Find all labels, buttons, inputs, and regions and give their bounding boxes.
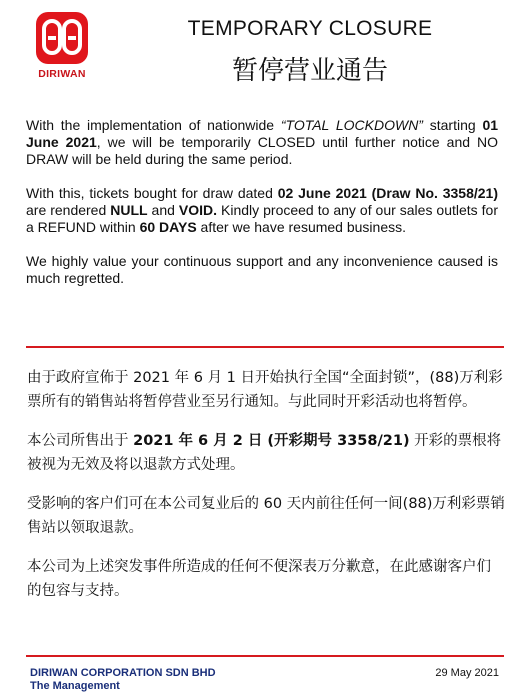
en-p2-days: 60 DAYS: [139, 219, 197, 235]
diriwan-logo: [33, 12, 91, 80]
footer-management: The Management: [30, 680, 120, 692]
footer-company: DIRIWAN CORPORATION SDN BHD: [30, 667, 216, 679]
footer-signature: [30, 667, 216, 693]
english-notice: [26, 117, 498, 304]
zh-paragraph-3: 受影响的客户们可在本公司复业后的 60 天内前往任何一间(88)万利彩票销售站以领取退款。: [27, 496, 505, 536]
en-p2-text: after we have resumed business.: [196, 219, 407, 235]
chinese-notice: [27, 366, 505, 618]
zh-p2-text: 本公司所售出于: [27, 433, 134, 449]
logo-ring-right: [62, 19, 82, 55]
zh-paragraph-2: [27, 429, 505, 477]
en-p1-lockdown: “TOTAL LOCKDOWN”: [280, 117, 423, 133]
en-p1-text: With the implementation of nationwide: [26, 117, 281, 133]
logo-wordmark: DIRIWAN: [38, 68, 86, 80]
footer-date: 29 May 2021: [435, 667, 499, 679]
en-p2-draw: 02 June 2021 (Draw No. 3358/21): [277, 185, 498, 201]
zh-paragraph-4: 本公司为上述突发事件所造成的任何不便深表万分歉意，在此感谢客户们的包容与支持。: [27, 559, 491, 599]
zh-p2-text: 开彩的票根将被视为无效及将以退款方式处理。: [27, 433, 502, 473]
zh-p2-draw: 2021 年 6 月 2 日 (开彩期号 3358/21): [133, 433, 410, 449]
en-p2-text: Kindly proceed to any of our sales outlets for a REFUND within: [26, 202, 498, 235]
en-p2-text: With this, tickets bought for draw dated: [26, 185, 278, 201]
en-paragraph-1: [26, 117, 498, 168]
en-p2-text: and: [147, 202, 179, 218]
en-paragraph-2: [26, 185, 498, 236]
en-p2-void: VOID.: [178, 202, 218, 218]
en-p1-date: 01 June 2021: [26, 117, 499, 150]
logo-ring-left: [42, 19, 62, 55]
en-p1-text: starting: [422, 117, 483, 133]
logo-88-badge: [36, 12, 88, 64]
en-p2-text: are rendered: [26, 202, 111, 218]
page-title-en: TEMPORARY CLOSURE: [187, 17, 433, 40]
zh-paragraph-1: 由于政府宣佈于 2021 年 6 月 1 日开始执行全国“全面封锁”，(88)万利彩票所有的销售站将暂停营业至另行通知。与此同时开彩活动也将暂停。: [27, 370, 503, 410]
divider-bottom: [26, 655, 504, 657]
en-p1-text: , we will be temporarily CLOSED until further notice and NO DRAW will be held during the same period.: [26, 134, 498, 167]
en-paragraph-3: We highly value your continuous support and any inconvenience caused is much regretted.: [26, 253, 498, 286]
page-title-zh: 暂停营业通告: [231, 56, 388, 86]
en-p2-null: NULL: [110, 202, 148, 218]
divider-top: [26, 346, 504, 348]
